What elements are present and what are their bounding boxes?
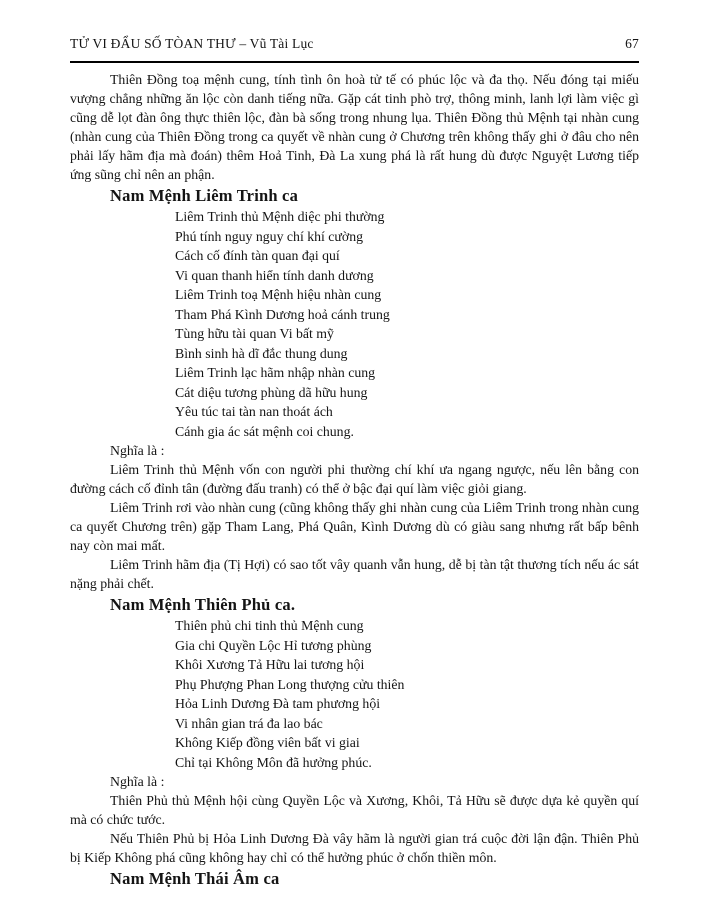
body-paragraph: Thiên Đồng toạ mệnh cung, tính tình ôn hoà tử tế có phúc lộc và đa thọ. Nếu đóng tại miếu vượng chẳng những ăn lộc còn danh tiếng nữa. Gặp cát tinh phò trợ, thông minh, lanh lợi làm việc gì cũng dễ lọt đàn ông thực thiên lộc, đàn bà sống trong nhung lụa. Thiên Đồng thủ Mệnh tại nhàn cung (nhàn cung của Thiên Đồng trong ca quyết về nhàn cung ở Chương trên không thấy ghi ở đâu cho nên phải lấy hãm địa mà đoán) thêm Hoả Tinh, Đà La xung phá là rất hung dù được Nguyệt Lương tiếp ứng sũng chỉ nên an phận. xyxy=(70,72,639,182)
meaning-label: Nghĩa là : xyxy=(110,443,165,458)
page-header xyxy=(70,36,639,52)
body-paragraph: Liêm Trinh rơi vào nhàn cung (cũng không thấy ghi nhàn cung của Liêm Trinh trong nhàn cung ca quyết Chương trên) gặp Tham Lang, Phá Quân, Kình Dương dù có giàu sang nhưng rất bấp bênh nay còn mai mất. xyxy=(70,500,639,553)
verse-block-thien-phu xyxy=(175,616,639,772)
verse-line: Tùng hữu tài quan Vi bất mỹ xyxy=(175,326,334,341)
verse-line: Yêu túc tai tàn nan thoát ách xyxy=(175,404,333,419)
body-paragraph: Liêm Trinh thủ Mệnh vốn con người phi thường chí khí ưa ngang ngược, nếu lên bằng con đường cách cố đỉnh tân (đường đấu tranh) có thể ở bậc đại quí làm việc giỏi giang. xyxy=(70,462,639,496)
body-paragraph: Liêm Trinh hãm địa (Tị Hợi) có sao tốt vây quanh vẫn hung, dễ bị tàn tật thương tích nếu ác sát nặng phải chết. xyxy=(70,557,639,591)
verse-line: Hỏa Linh Dương Đà tam phương hội xyxy=(175,696,381,711)
section-heading-liem-trinh: Nam Mệnh Liêm Trinh ca xyxy=(110,186,299,205)
verse-line: Thiên phủ chi tinh thủ Mệnh cung xyxy=(175,618,364,633)
meaning-label: Nghĩa là : xyxy=(110,774,165,789)
page-number: 67 xyxy=(625,36,639,51)
verse-line: Liêm Trinh toạ Mệnh hiệu nhàn cung xyxy=(175,287,382,302)
verse-line: Chỉ tại Không Môn đã hưởng phúc. xyxy=(175,754,372,770)
section-heading-thai-am: Nam Mệnh Thái Âm ca xyxy=(110,869,280,888)
verse-line: Liêm Trinh lạc hãm nhập nhàn cung xyxy=(175,365,376,380)
verse-line: Phú tính nguy nguy chí khí cường xyxy=(175,228,363,244)
verse-block-liem-trinh xyxy=(175,207,639,441)
book-title: TỬ VI ĐẨU SỐ TÒAN THƯ – Vũ Tài Lục xyxy=(70,36,314,51)
verse-line: Cách cố đính tàn quan đại quí xyxy=(175,248,340,263)
verse-line: Khôi Xương Tả Hữu lai tương hội xyxy=(175,657,365,672)
verse-line: Phụ Phượng Phan Long thượng cửu thiên xyxy=(175,676,405,692)
verse-line: Tham Phá Kình Dương hoả cánh trung xyxy=(175,306,390,322)
verse-line: Liêm Trinh thủ Mệnh diệc phi thường xyxy=(175,209,385,224)
verse-line: Gia chi Quyền Lộc Hỉ tương phùng xyxy=(175,637,372,653)
verse-line: Cánh gia ác sát mệnh coi chung. xyxy=(175,423,354,439)
body-paragraph: Nếu Thiên Phủ bị Hỏa Linh Dương Đà vây hãm là người gian trá cuộc đời lận đận. Thiên Phủ bị Kiếp Không phá cũng không hay chỉ có thể hưởng phúc ở chốn thiền môn. xyxy=(70,831,639,865)
verse-line: Vi nhân gian trá đa lao bác xyxy=(175,715,323,731)
section-heading-thien-phu: Nam Mệnh Thiên Phủ ca. xyxy=(110,595,296,614)
verse-line: Không Kiếp đồng viên bất vi giai xyxy=(175,735,360,750)
page-content xyxy=(70,70,639,889)
header-rule xyxy=(70,61,639,63)
body-paragraph: Thiên Phủ thủ Mệnh hội cùng Quyền Lộc và Xương, Khôi, Tả Hữu sẽ được dựa kẻ quyền quí mà có chức tước. xyxy=(70,793,639,827)
verse-line: Bình sinh hà dĩ đắc thung dung xyxy=(175,345,348,361)
verse-line: Vi quan thanh hiển tính danh dương xyxy=(175,267,374,283)
verse-line: Cát diệu tương phùng dã hữu hung xyxy=(175,384,368,400)
